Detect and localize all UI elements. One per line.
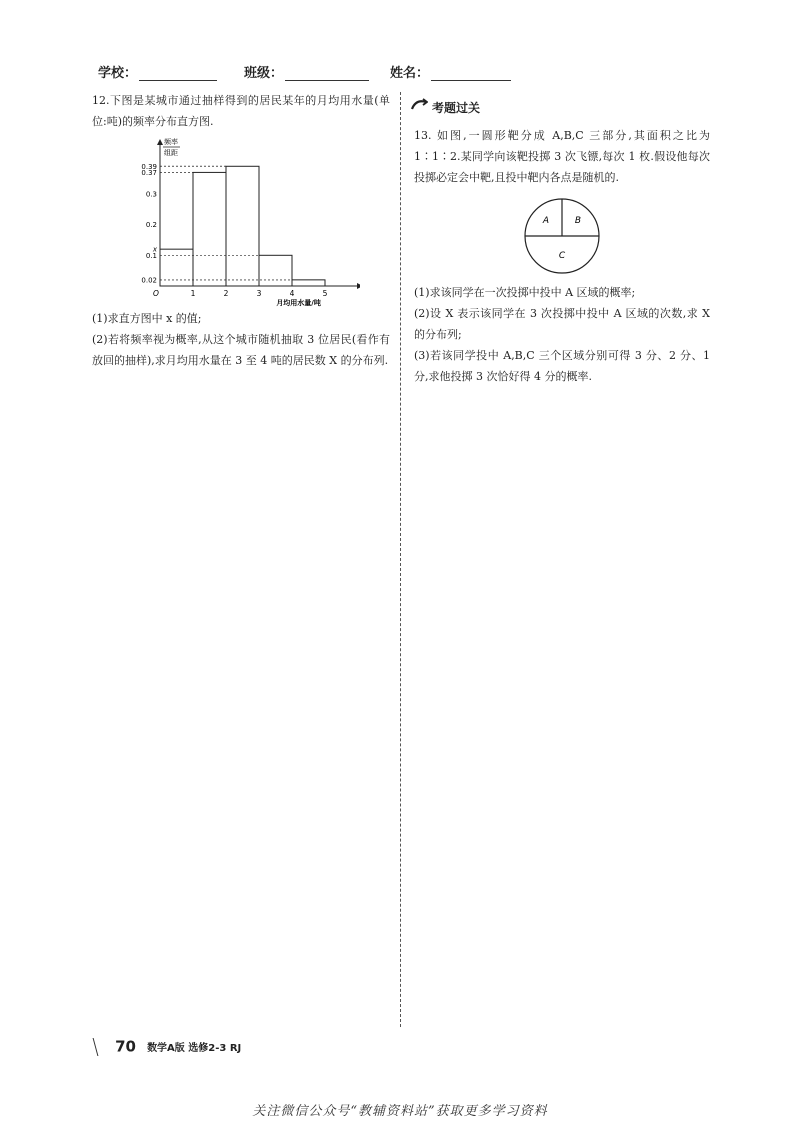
footer-slash-decoration <box>93 1038 109 1056</box>
class-label: 班级： <box>244 66 284 81</box>
school-field <box>98 62 217 81</box>
q13-stem: 13. 如图,一圆形靶分成 A,B,C 三部分,其面积之比为 1∶1∶2.某同学向该靶投掷 3 次飞镖,每次 1 枚.假设他每次投掷必定会中靶,且投中靶内各点是随机的. <box>414 129 710 184</box>
x-tick-label: 3 <box>256 289 262 298</box>
name-label: 姓名： <box>390 66 430 81</box>
section-title-text: 考题过关 <box>432 101 481 115</box>
school-label: 学校： <box>98 66 138 81</box>
q12-stem: 12.下图是某城市通过抽样得到的居民某年的月均用水量(单位:吨)的频率分布直方图. <box>92 94 390 128</box>
x-tick-label: 4 <box>289 289 295 298</box>
q12-part2: (2)若将频率视为概率,从这个城市随机抽取 3 位居民(看作有放回的抽样),求月均用水量在 3 至 4 吨的居民数 X 的分布列. <box>92 333 390 367</box>
wechat-note: 关注微信公众号“教辅资料站”获取更多学习资料 <box>252 1104 548 1119</box>
name-field <box>390 62 511 81</box>
region-c-label: C <box>558 251 566 261</box>
y-tick-label: 0.3 <box>145 190 157 199</box>
histogram-bar <box>292 280 325 286</box>
y-axis-label-top: 频率 <box>164 138 178 146</box>
q13-part1: (1)求该同学在一次投掷中投中 A 区域的概率; <box>414 286 636 299</box>
page-number: 70 <box>115 1037 136 1056</box>
x-tick-label: 5 <box>322 289 328 298</box>
question-13 <box>410 98 710 387</box>
histogram-bar <box>160 249 193 286</box>
frequency-histogram <box>130 136 360 308</box>
y-tick-label: 0.39 <box>141 162 157 171</box>
class-blank <box>285 66 369 81</box>
histogram-bar <box>193 172 226 286</box>
histogram-bar <box>226 166 259 286</box>
page-footer <box>95 1036 241 1056</box>
y-axis-label-bottom: 组距 <box>164 149 178 157</box>
x-tick-label: 2 <box>223 289 229 298</box>
x-axis-label: 月均用水量/吨 <box>276 299 321 307</box>
book-title: 数学A版 选修2-3 RJ <box>147 1043 242 1054</box>
q13-part2: (2)设 X 表示该同学在 3 次投掷中投中 A 区域的次数,求 X 的分布列; <box>414 307 710 341</box>
y-tick-label: 0.02 <box>141 276 157 285</box>
column-divider <box>400 92 401 1027</box>
curved-arrow-icon <box>410 98 428 119</box>
name-blank <box>431 66 511 81</box>
question-12 <box>92 90 390 371</box>
circular-target-diagram <box>522 196 602 276</box>
y-tick-label: 0.37 <box>141 168 157 177</box>
school-blank <box>139 66 217 81</box>
q13-part3: (3)若该同学投中 A,B,C 三个区域分别可得 3 分、2 分、1 分,求他投掷 3 次恰好得 4 分的概率. <box>414 349 710 383</box>
x-tick-label: 1 <box>190 289 196 298</box>
y-tick-label: 0.1 <box>145 251 157 260</box>
q12-part1: (1)求直方图中 x 的值; <box>92 312 202 325</box>
section-title <box>410 98 710 119</box>
y-tick-label: 0.2 <box>145 221 157 230</box>
y-tick-label: x <box>152 245 157 254</box>
region-a-label: A <box>542 216 550 226</box>
origin-label: O <box>153 289 159 298</box>
histogram-bar <box>259 255 292 286</box>
region-b-label: B <box>574 216 582 226</box>
class-field <box>244 62 369 81</box>
student-info-header <box>98 62 718 82</box>
